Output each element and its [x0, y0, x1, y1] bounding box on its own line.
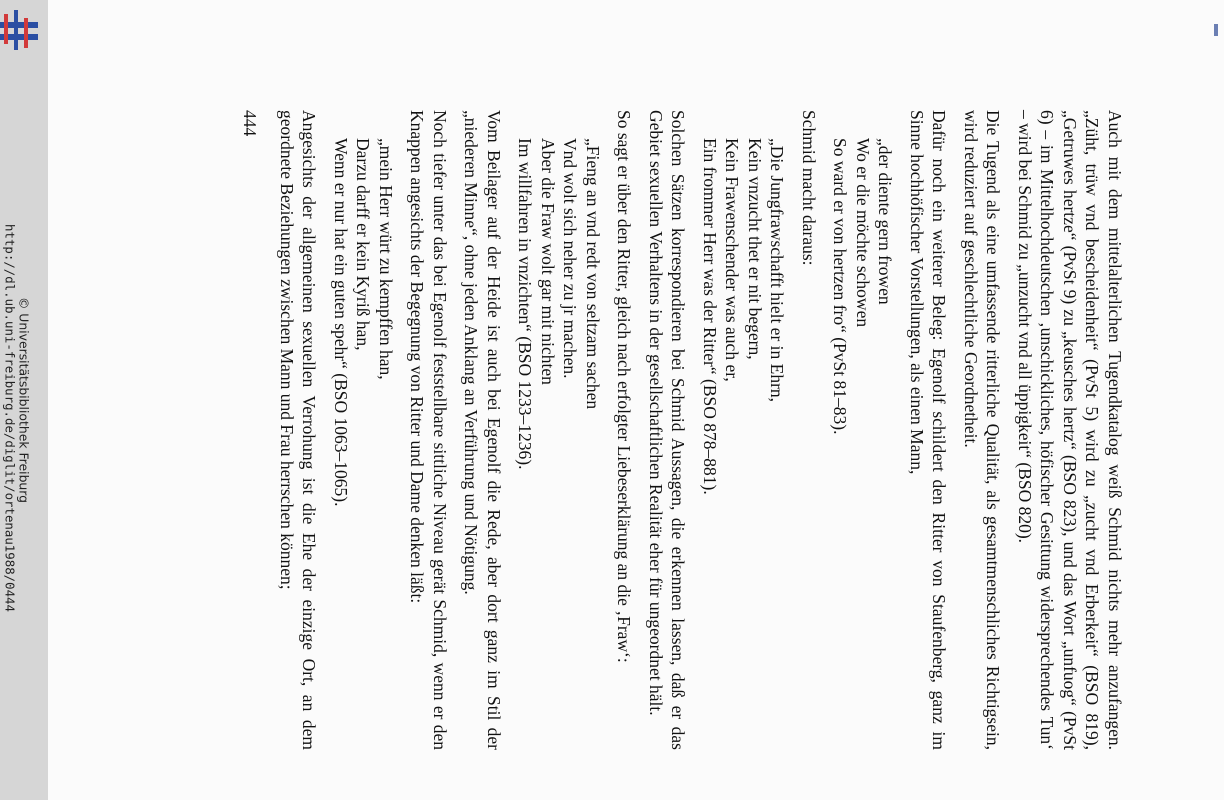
verse-line: So ward er von hertzen fro“ (PvSt 81–83). — [830, 138, 851, 435]
verse-line: Wenn er nur hat ein guten spehr“ (BSO 1063–1065). — [331, 138, 351, 507]
verse-line: Vnd wolt sich neher zu jr machen. — [560, 138, 581, 379]
verse-quote — [330, 138, 398, 750]
source-url[interactable]: http://dl.ub.uni-freiburg.de/diglit/ortenau1988/0444 — [2, 224, 18, 612]
copyright-notice: © Universitätsbibliothek Freiburg — [16, 296, 32, 504]
page-number: 444 — [240, 110, 261, 137]
paragraph: Dafür noch ein weiterer Beleg: Egenolf schildert den Ritter von Staufenberg, ganz im Sinne hochhöfischer Vorstellungen, als einen Mann, — [907, 110, 950, 750]
verse-quote — [829, 138, 897, 750]
paragraph: Solchen Sätzen korrespondieren bei Schmid Aussagen, die erkennen lassen, daß er das Gebiet sexuellen Verhaltens in der gesellschaftlichen Realität eher für ungeordnet hält. — [646, 110, 689, 750]
verse-quote — [514, 138, 604, 750]
verse-line: „Fieng an vnd redt von seltzam sachen — [583, 138, 603, 410]
paragraph: Auch mit dem mittelalterlichen Tugendkatalog weiß Schmid nichts mehr anzufangen. „Züht, trüw vnd bescheidenheit“ (PvSt 5) wird zu „zucht vnd Erberkeit“ (BSO 819), „Getruwes hertze“ (PvSt 9) zu „keusches hertz“ (BSO 823), und das Wort „unfuog“ (PvSt 6) – im Mittelhochdeutschen ‚unschickliches, höfischer Gesittung widersprechendes Tun‘ – wird bei Schmid zu „unzucht vnd all üppigkeit“ (BSO 820). — [1015, 110, 1125, 750]
scanned-page — [48, 0, 1224, 800]
paragraph: Vom Beilager auf der Heide ist auch bei Egenolf die Rede, aber dort ganz im Stil der „niederen Minne“, ohne jeden Anklang an Verführung und Nötigung. — [461, 110, 504, 750]
verse-line: Darzu darff er kein Kyriß han, — [353, 138, 374, 351]
verse-line: Ein frommer Herr was der Ritter“ (BSO 878–881). — [700, 138, 720, 495]
paragraph: Angesichts der allgemeinen sexuellen Verrohung ist die Ehe der einzige Ort, an dem geordnete Beziehungen zwischen Mann und Frau herrschen können; — [277, 110, 320, 750]
verse-quote — [699, 138, 789, 750]
paragraph: So sagt er über den Ritter, gleich nach erfolgter Liebeserklärung an die ‚Fraw‘: — [614, 110, 635, 663]
verse-line: „mein Herr würt zu kempffen han, — [376, 138, 396, 380]
verse-line: Kein Frawenschender was auch er, — [722, 138, 743, 382]
paragraph: Schmid macht daraus: — [799, 110, 819, 266]
paragraph: Die Tugend als eine umfassende ritterliche Qualität, als gesamtmenschliches Richtigsein, wird reduziert auf geschlechtliche Geordnetheit. — [961, 110, 1004, 750]
viewer-sidebar — [0, 0, 48, 800]
verse-line: „der diente gern frowen — [875, 138, 896, 305]
library-logo-icon — [0, 8, 40, 52]
paragraph: Noch tiefer unter das bei Egenolf feststellbare sittliche Niveau gerät Schmid, wenn er den Knappen angesichts der Begegnung von Ritter und Dame denken läßt: — [407, 110, 450, 750]
page-edge-marker — [1214, 24, 1218, 36]
verse-line: Wo er die möchte schowen — [853, 138, 873, 328]
verse-line: Aber die Fraw wolt gar mit nichten — [538, 138, 558, 385]
verse-line: Im willfahren in vnzichten“ (BSO 1233–1236). — [515, 138, 536, 470]
verse-line: „Die Jungfrawschafft hielt er in Ehrn, — [767, 138, 788, 403]
page-text-rotated — [239, 110, 1126, 750]
verse-line: Kein vnzucht thet er nit begern, — [745, 138, 765, 360]
